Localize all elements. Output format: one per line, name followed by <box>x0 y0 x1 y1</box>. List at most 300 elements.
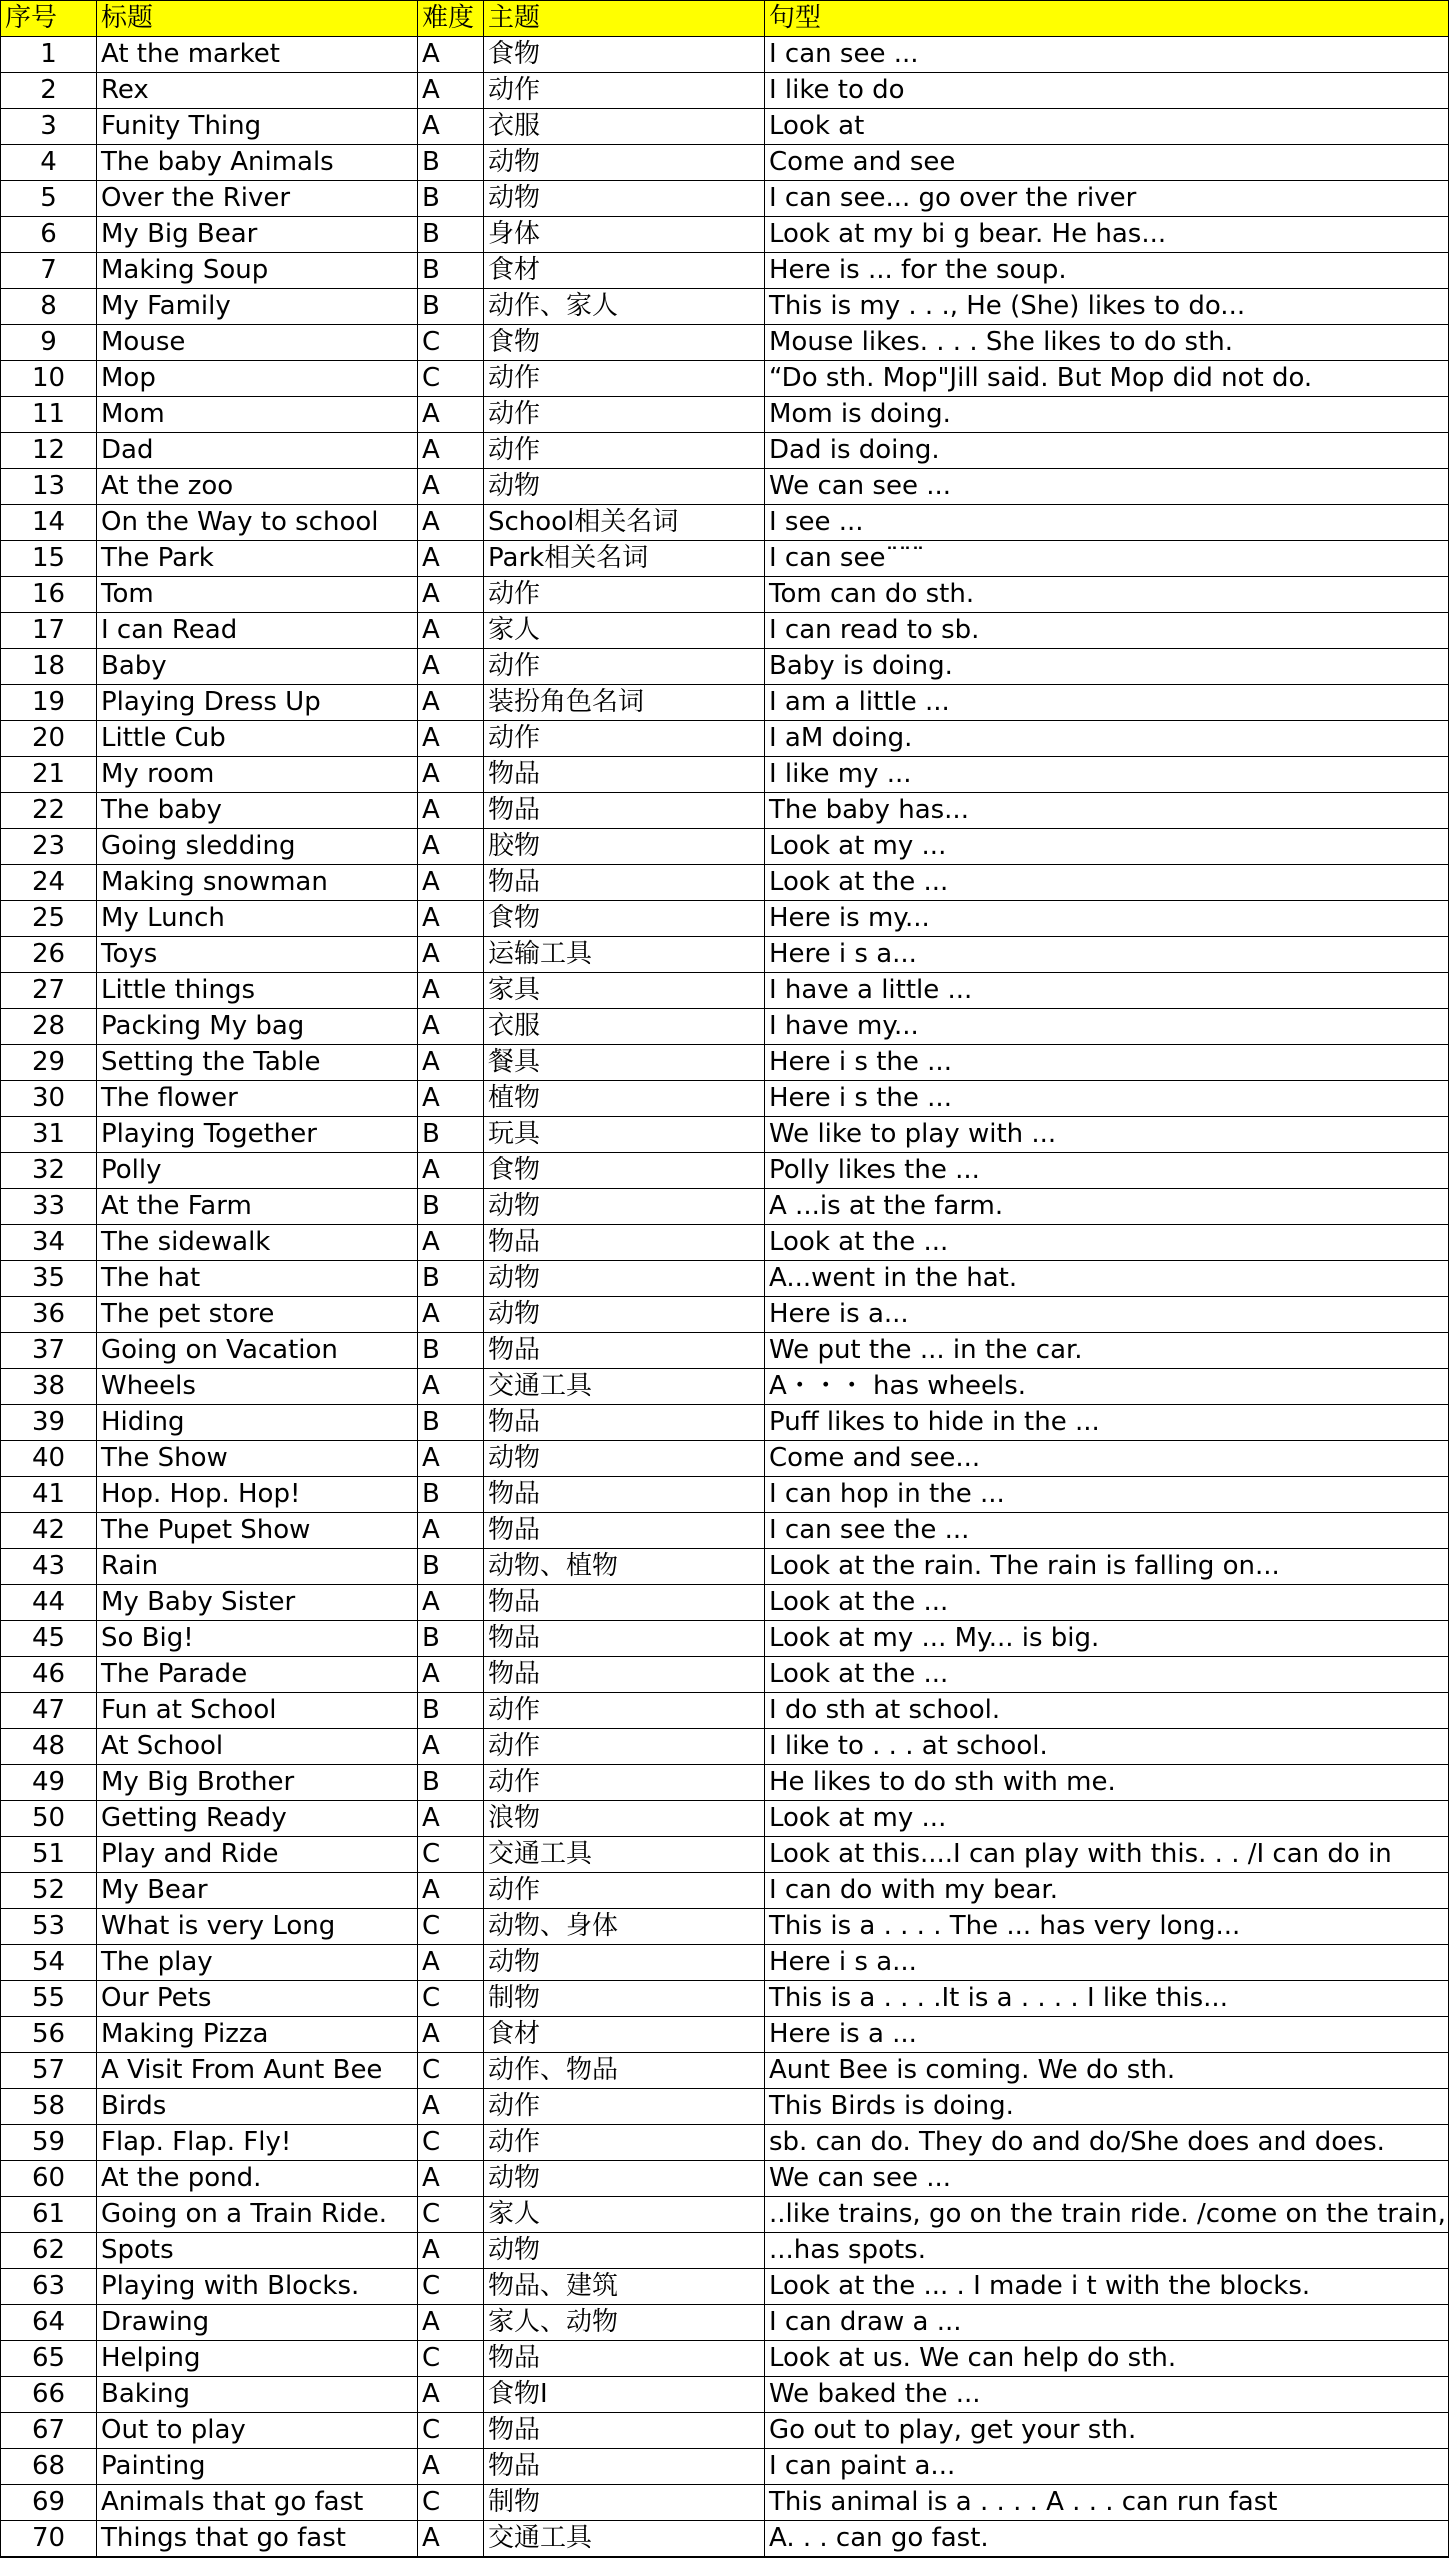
table-row <box>1 1405 1449 1441</box>
cell-number: 8 <box>1 289 97 325</box>
cell-title: My Lunch <box>97 901 418 937</box>
cell-sentence-pattern: Puff likes to hide in the ... <box>765 1405 1449 1441</box>
cell-theme: 物品 <box>484 793 765 829</box>
cell-number: 19 <box>1 685 97 721</box>
cell-title: The Parade <box>97 1657 418 1693</box>
table-row <box>1 613 1449 649</box>
cell-number: 57 <box>1 2053 97 2089</box>
table-row <box>1 2197 1449 2233</box>
cell-sentence-pattern: He likes to do sth with me. <box>765 1765 1449 1801</box>
cell-theme: 交通工具 <box>484 1837 765 1873</box>
cell-number: 65 <box>1 2341 97 2377</box>
cell-difficulty: B <box>418 145 484 181</box>
cell-difficulty: A <box>418 649 484 685</box>
cell-theme: 动物 <box>484 1441 765 1477</box>
cell-number: 69 <box>1 2485 97 2521</box>
cell-theme: Park相关名词 <box>484 541 765 577</box>
cell-difficulty: B <box>418 217 484 253</box>
cell-number: 59 <box>1 2125 97 2161</box>
table-row <box>1 1333 1449 1369</box>
header-theme: 主题 <box>484 1 765 37</box>
cell-number: 64 <box>1 2305 97 2341</box>
table-row <box>1 1981 1449 2017</box>
cell-number: 28 <box>1 1009 97 1045</box>
cell-theme: 物品 <box>484 1657 765 1693</box>
cell-title: Playing Dress Up <box>97 685 418 721</box>
cell-sentence-pattern: The baby has... <box>765 793 1449 829</box>
cell-sentence-pattern: Look at the rain. The rain is falling on... <box>765 1549 1449 1585</box>
header-row <box>1 1 1449 37</box>
cell-title: The baby <box>97 793 418 829</box>
cell-theme: 物品 <box>484 757 765 793</box>
cell-title: A Visit From Aunt Bee <box>97 2053 418 2089</box>
cell-title: Going on Vacation <box>97 1333 418 1369</box>
cell-theme: 食物 <box>484 901 765 937</box>
table-row <box>1 1297 1449 1333</box>
cell-difficulty: B <box>418 289 484 325</box>
cell-title: My Family <box>97 289 418 325</box>
table-row <box>1 2377 1449 2413</box>
cell-difficulty: C <box>418 2485 484 2521</box>
cell-sentence-pattern: I do sth at school. <box>765 1693 1449 1729</box>
cell-title: Birds <box>97 2089 418 2125</box>
cell-title: The pet store <box>97 1297 418 1333</box>
table-row <box>1 289 1449 325</box>
cell-title: At the Farm <box>97 1189 418 1225</box>
cell-sentence-pattern: Mouse likes. . . . She likes to do sth. <box>765 325 1449 361</box>
cell-title: Over the River <box>97 181 418 217</box>
cell-difficulty: A <box>418 397 484 433</box>
cell-number: 36 <box>1 1297 97 1333</box>
cell-title: Mop <box>97 361 418 397</box>
table-row <box>1 1873 1449 1909</box>
header-sentence-pattern: 句型 <box>765 1 1449 37</box>
table-row <box>1 1045 1449 1081</box>
cell-theme: 食物 <box>484 325 765 361</box>
cell-number: 52 <box>1 1873 97 1909</box>
cell-theme: 动作 <box>484 361 765 397</box>
cell-sentence-pattern: Here i s a... <box>765 1945 1449 1981</box>
table-row <box>1 1261 1449 1297</box>
cell-sentence-pattern: Look at the ... . I made i t with the blocks. <box>765 2269 1449 2305</box>
cell-title: Toys <box>97 937 418 973</box>
cell-difficulty: B <box>418 181 484 217</box>
cell-difficulty: C <box>418 361 484 397</box>
cell-theme: 动物 <box>484 1261 765 1297</box>
cell-number: 21 <box>1 757 97 793</box>
cell-difficulty: B <box>418 1765 484 1801</box>
table-row <box>1 1189 1449 1225</box>
table-row <box>1 577 1449 613</box>
cell-theme: 家人 <box>484 613 765 649</box>
cell-sentence-pattern: I can draw a ... <box>765 2305 1449 2341</box>
cell-number: 32 <box>1 1153 97 1189</box>
cell-number: 4 <box>1 145 97 181</box>
cell-number: 31 <box>1 1117 97 1153</box>
cell-difficulty: A <box>418 469 484 505</box>
cell-title: Baby <box>97 649 418 685</box>
table-row <box>1 1765 1449 1801</box>
cell-sentence-pattern: I have my... <box>765 1009 1449 1045</box>
cell-difficulty: A <box>418 505 484 541</box>
cell-title: Hiding <box>97 1405 418 1441</box>
header-number: 序号 <box>1 1 97 37</box>
cell-number: 44 <box>1 1585 97 1621</box>
table-row <box>1 1909 1449 1945</box>
cell-number: 60 <box>1 2161 97 2197</box>
cell-sentence-pattern: I can see ... <box>765 37 1449 73</box>
cell-difficulty: A <box>418 2017 484 2053</box>
table-row <box>1 865 1449 901</box>
table-row <box>1 109 1449 145</box>
cell-difficulty: A <box>418 109 484 145</box>
cell-title: My Big Brother <box>97 1765 418 1801</box>
cell-sentence-pattern: Tom can do sth. <box>765 577 1449 613</box>
cell-sentence-pattern: I can see... go over the river <box>765 181 1449 217</box>
cell-sentence-pattern: This animal is a . . . . A . . . can run fast <box>765 2485 1449 2521</box>
table-row <box>1 901 1449 937</box>
cell-theme: 动作 <box>484 433 765 469</box>
cell-theme: 动作 <box>484 2089 765 2125</box>
table-row <box>1 145 1449 181</box>
cell-sentence-pattern: I can see¨¨¨ <box>765 541 1449 577</box>
cell-difficulty: B <box>418 1333 484 1369</box>
cell-theme: 动物 <box>484 1189 765 1225</box>
cell-title: Tom <box>97 577 418 613</box>
cell-number: 26 <box>1 937 97 973</box>
cell-theme: 动作 <box>484 73 765 109</box>
cell-title: Fun at School <box>97 1693 418 1729</box>
table-row <box>1 1513 1449 1549</box>
cell-theme: 制物 <box>484 2485 765 2521</box>
cell-sentence-pattern: Here i s the ... <box>765 1081 1449 1117</box>
cell-theme: School相关名词 <box>484 505 765 541</box>
header-difficulty: 难度 <box>418 1 484 37</box>
cell-title: Getting Ready <box>97 1801 418 1837</box>
cell-title: Mouse <box>97 325 418 361</box>
cell-theme: 食物 <box>484 1153 765 1189</box>
cell-number: 46 <box>1 1657 97 1693</box>
cell-difficulty: A <box>418 1585 484 1621</box>
cell-number: 29 <box>1 1045 97 1081</box>
table-row <box>1 1585 1449 1621</box>
cell-number: 24 <box>1 865 97 901</box>
table-row <box>1 2449 1449 2485</box>
cell-difficulty: A <box>418 829 484 865</box>
cell-difficulty: A <box>418 2233 484 2269</box>
table-row <box>1 325 1449 361</box>
cell-number: 16 <box>1 577 97 613</box>
cell-number: 39 <box>1 1405 97 1441</box>
cell-number: 27 <box>1 973 97 1009</box>
cell-difficulty: C <box>418 1981 484 2017</box>
cell-difficulty: A <box>418 1873 484 1909</box>
table-row <box>1 1729 1449 1765</box>
cell-sentence-pattern: This Birds is doing. <box>765 2089 1449 2125</box>
cell-number: 49 <box>1 1765 97 1801</box>
cell-theme: 制物 <box>484 1981 765 2017</box>
cell-difficulty: A <box>418 2161 484 2197</box>
cell-theme: 物品 <box>484 1513 765 1549</box>
cell-sentence-pattern: I see ... <box>765 505 1449 541</box>
cell-difficulty: A <box>418 1297 484 1333</box>
cell-number: 30 <box>1 1081 97 1117</box>
cell-title: Making Soup <box>97 253 418 289</box>
cell-number: 45 <box>1 1621 97 1657</box>
cell-theme: 动作 <box>484 397 765 433</box>
cell-sentence-pattern: I have a little ... <box>765 973 1449 1009</box>
cell-number: 43 <box>1 1549 97 1585</box>
cell-number: 63 <box>1 2269 97 2305</box>
cell-difficulty: C <box>418 1909 484 1945</box>
cell-difficulty: C <box>418 2413 484 2449</box>
cell-sentence-pattern: Dad is doing. <box>765 433 1449 469</box>
cell-difficulty: A <box>418 1657 484 1693</box>
cell-theme: 交通工具 <box>484 2521 765 2558</box>
cell-sentence-pattern: Look at <box>765 109 1449 145</box>
cell-number: 47 <box>1 1693 97 1729</box>
cell-title: At the zoo <box>97 469 418 505</box>
cell-title: Things that go fast <box>97 2521 418 2558</box>
cell-difficulty: A <box>418 613 484 649</box>
cell-number: 40 <box>1 1441 97 1477</box>
cell-title: Rain <box>97 1549 418 1585</box>
cell-number: 34 <box>1 1225 97 1261</box>
cell-sentence-pattern: This is my . . ., He (She) likes to do... <box>765 289 1449 325</box>
cell-theme: 交通工具 <box>484 1369 765 1405</box>
cell-number: 22 <box>1 793 97 829</box>
cell-title: Play and Ride <box>97 1837 418 1873</box>
cell-theme: 物品 <box>484 2341 765 2377</box>
table-row <box>1 2089 1449 2125</box>
cell-number: 9 <box>1 325 97 361</box>
cell-difficulty: A <box>418 865 484 901</box>
cell-title: The hat <box>97 1261 418 1297</box>
cell-difficulty: C <box>418 2341 484 2377</box>
cell-difficulty: B <box>418 1261 484 1297</box>
cell-theme: 家人、动物 <box>484 2305 765 2341</box>
table-row <box>1 2413 1449 2449</box>
cell-theme: 动作 <box>484 1729 765 1765</box>
cell-number: 55 <box>1 1981 97 2017</box>
cell-theme: 浪物 <box>484 1801 765 1837</box>
cell-sentence-pattern: Look at us. We can help do sth. <box>765 2341 1449 2377</box>
cell-difficulty: A <box>418 37 484 73</box>
cell-sentence-pattern: This is a . . . . The ... has very long... <box>765 1909 1449 1945</box>
cell-difficulty: A <box>418 1945 484 1981</box>
cell-number: 18 <box>1 649 97 685</box>
cell-number: 56 <box>1 2017 97 2053</box>
cell-theme: 物品 <box>484 2449 765 2485</box>
cell-difficulty: A <box>418 1801 484 1837</box>
cell-number: 68 <box>1 2449 97 2485</box>
cell-sentence-pattern: I can hop in the ... <box>765 1477 1449 1513</box>
cell-difficulty: A <box>418 2521 484 2558</box>
cell-title: Helping <box>97 2341 418 2377</box>
cell-sentence-pattern: This is a . . . .It is a . . . . I like this... <box>765 1981 1449 2017</box>
cell-sentence-pattern: I am a little ... <box>765 685 1449 721</box>
cell-difficulty: A <box>418 433 484 469</box>
cell-difficulty: C <box>418 325 484 361</box>
cell-theme: 动作 <box>484 1693 765 1729</box>
table-row <box>1 973 1449 1009</box>
cell-theme: 物品 <box>484 2413 765 2449</box>
cell-title: Going sledding <box>97 829 418 865</box>
table-row <box>1 1837 1449 1873</box>
cell-number: 14 <box>1 505 97 541</box>
cell-sentence-pattern: “Do sth. Mop"Jill said. But Mop did not do. <box>765 361 1449 397</box>
cell-title: My Baby Sister <box>97 1585 418 1621</box>
cell-number: 42 <box>1 1513 97 1549</box>
cell-difficulty: A <box>418 2449 484 2485</box>
cell-sentence-pattern: ..like trains, go on the train ride. /come on the train, <box>765 2197 1449 2233</box>
cell-title: Making snowman <box>97 865 418 901</box>
cell-number: 53 <box>1 1909 97 1945</box>
cell-theme: 身体 <box>484 217 765 253</box>
table-row <box>1 937 1449 973</box>
cell-title: My Bear <box>97 1873 418 1909</box>
cell-sentence-pattern: Go out to play, get your sth. <box>765 2413 1449 2449</box>
cell-sentence-pattern: I can do with my bear. <box>765 1873 1449 1909</box>
cell-sentence-pattern: Look at the ... <box>765 1225 1449 1261</box>
cell-difficulty: B <box>418 1693 484 1729</box>
table-row <box>1 541 1449 577</box>
cell-difficulty: B <box>418 1621 484 1657</box>
table-row <box>1 469 1449 505</box>
cell-theme: 家具 <box>484 973 765 1009</box>
cell-title: Animals that go fast <box>97 2485 418 2521</box>
table-row <box>1 685 1449 721</box>
cell-title: At the pond. <box>97 2161 418 2197</box>
cell-difficulty: B <box>418 1477 484 1513</box>
cell-theme: 动作 <box>484 1873 765 1909</box>
cell-title: Making Pizza <box>97 2017 418 2053</box>
table-row <box>1 1153 1449 1189</box>
table-row <box>1 397 1449 433</box>
cell-theme: 动物 <box>484 1297 765 1333</box>
cell-sentence-pattern: Look at my ... <box>765 1801 1449 1837</box>
cell-title: Hop. Hop. Hop! <box>97 1477 418 1513</box>
table-row <box>1 37 1449 73</box>
cell-theme: 动作 <box>484 577 765 613</box>
cell-sentence-pattern: Here is a... <box>765 1297 1449 1333</box>
cell-number: 6 <box>1 217 97 253</box>
table-row <box>1 1477 1449 1513</box>
cell-title: The Pupet Show <box>97 1513 418 1549</box>
cell-title: The flower <box>97 1081 418 1117</box>
cell-title: Drawing <box>97 2305 418 2341</box>
table-row <box>1 181 1449 217</box>
cell-number: 67 <box>1 2413 97 2449</box>
cell-sentence-pattern: Look at my ... <box>765 829 1449 865</box>
cell-sentence-pattern: I can read to sb. <box>765 613 1449 649</box>
cell-number: 15 <box>1 541 97 577</box>
cell-sentence-pattern: Look at the ... <box>765 865 1449 901</box>
table-row <box>1 1441 1449 1477</box>
table-row <box>1 217 1449 253</box>
cell-sentence-pattern: I like my ... <box>765 757 1449 793</box>
cell-sentence-pattern: Look at the ... <box>765 1657 1449 1693</box>
cell-sentence-pattern: Here i s a... <box>765 937 1449 973</box>
cell-sentence-pattern: I like to do <box>765 73 1449 109</box>
cell-number: 25 <box>1 901 97 937</box>
table-row <box>1 2233 1449 2269</box>
cell-difficulty: A <box>418 1009 484 1045</box>
cell-difficulty: A <box>418 1081 484 1117</box>
cell-number: 61 <box>1 2197 97 2233</box>
cell-number: 41 <box>1 1477 97 1513</box>
table-row <box>1 1009 1449 1045</box>
table-row <box>1 2125 1449 2161</box>
table-row <box>1 2485 1449 2521</box>
table-row <box>1 1081 1449 1117</box>
cell-sentence-pattern: We baked the ... <box>765 2377 1449 2413</box>
cell-theme: 物品 <box>484 1477 765 1513</box>
cell-sentence-pattern: I can paint a... <box>765 2449 1449 2485</box>
table-row <box>1 1693 1449 1729</box>
cell-difficulty: C <box>418 2053 484 2089</box>
cell-difficulty: A <box>418 73 484 109</box>
cell-number: 17 <box>1 613 97 649</box>
cell-theme: 运输工具 <box>484 937 765 973</box>
table-row <box>1 2161 1449 2197</box>
cell-difficulty: C <box>418 2269 484 2305</box>
cell-sentence-pattern: Baby is doing. <box>765 649 1449 685</box>
cell-difficulty: A <box>418 577 484 613</box>
table-row <box>1 1225 1449 1261</box>
cell-sentence-pattern: Here is my... <box>765 901 1449 937</box>
table-row <box>1 721 1449 757</box>
cell-title: Playing with Blocks. <box>97 2269 418 2305</box>
cell-difficulty: C <box>418 2197 484 2233</box>
cell-difficulty: B <box>418 253 484 289</box>
cell-number: 20 <box>1 721 97 757</box>
cell-title: Mom <box>97 397 418 433</box>
cell-number: 35 <box>1 1261 97 1297</box>
cell-number: 37 <box>1 1333 97 1369</box>
cell-title: So Big! <box>97 1621 418 1657</box>
cell-number: 58 <box>1 2089 97 2125</box>
cell-difficulty: A <box>418 1441 484 1477</box>
cell-number: 38 <box>1 1369 97 1405</box>
cell-title: Funity Thing <box>97 109 418 145</box>
cell-theme: 动作 <box>484 2125 765 2161</box>
cell-sentence-pattern: Mom is doing. <box>765 397 1449 433</box>
cell-title: Going on a Train Ride. <box>97 2197 418 2233</box>
cell-sentence-pattern: We put the ... in the car. <box>765 1333 1449 1369</box>
cell-number: 11 <box>1 397 97 433</box>
cell-difficulty: A <box>418 793 484 829</box>
cell-sentence-pattern: Aunt Bee is coming. We do sth. <box>765 2053 1449 2089</box>
cell-difficulty: A <box>418 1225 484 1261</box>
table-row <box>1 2017 1449 2053</box>
cell-title: Out to play <box>97 2413 418 2449</box>
cell-theme: 食物 <box>484 37 765 73</box>
cell-number: 33 <box>1 1189 97 1225</box>
cell-title: Baking <box>97 2377 418 2413</box>
cell-difficulty: B <box>418 1189 484 1225</box>
cell-theme: 食材 <box>484 2017 765 2053</box>
cell-number: 54 <box>1 1945 97 1981</box>
cell-sentence-pattern: We can see ... <box>765 2161 1449 2197</box>
cell-theme: 餐具 <box>484 1045 765 1081</box>
cell-title: Our Pets <box>97 1981 418 2017</box>
cell-sentence-pattern: Here is a ... <box>765 2017 1449 2053</box>
table-row <box>1 505 1449 541</box>
cell-sentence-pattern: A...went in the hat. <box>765 1261 1449 1297</box>
cell-difficulty: A <box>418 1369 484 1405</box>
cell-theme: 动作、家人 <box>484 289 765 325</box>
